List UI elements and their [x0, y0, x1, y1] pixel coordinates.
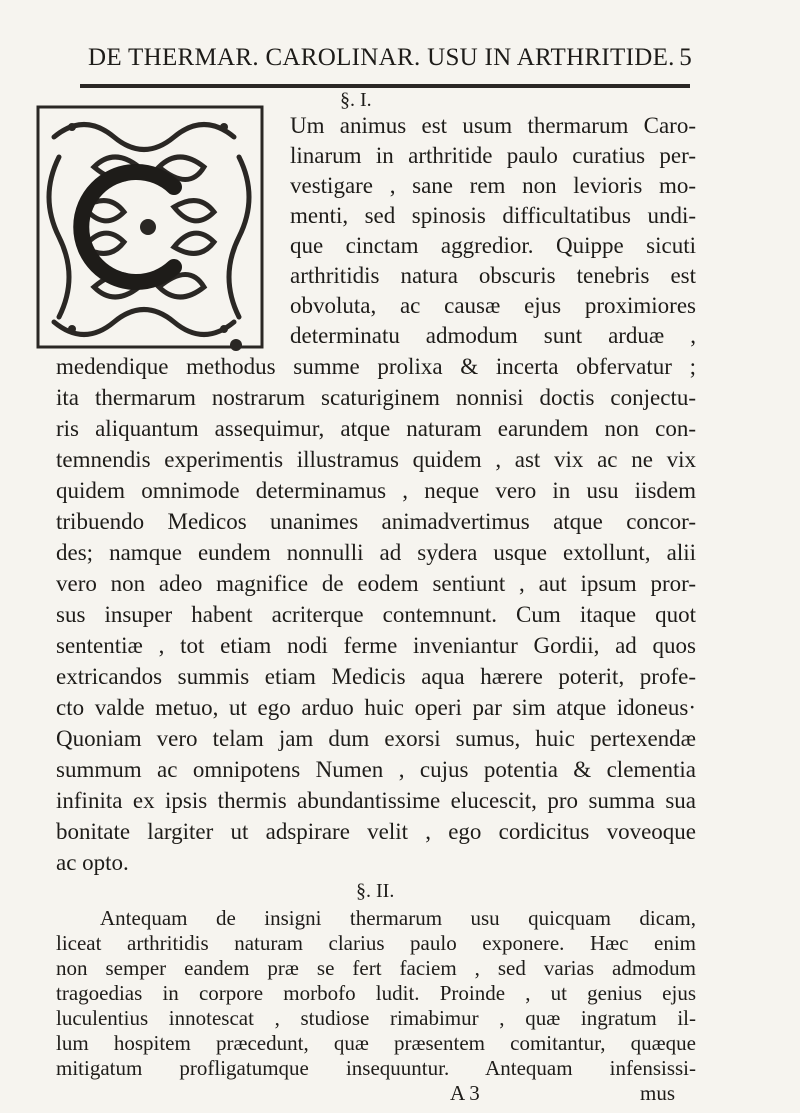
section-1-heading: §. I. — [340, 89, 372, 111]
text-line: Antequam de insigni thermarum usu quicquam dicam, — [100, 906, 696, 930]
running-title: DE THERMAR. CAROLINAR. USU IN ARTHRITIDE. — [88, 44, 675, 71]
text-line: liceat arthritidis naturam clarius paulo exponere. Hæc enim — [56, 931, 696, 955]
text-line: lum hospitem præcedunt, quæ præsentem comitantur, quæque — [56, 1031, 696, 1055]
text-line: medendique methodus summe prolixa & incerta obfervatur ; — [56, 354, 696, 379]
text-line: ac opto. — [56, 850, 129, 875]
text-line: vero non adeo magnifice de eodem sentiunt , aut ipsum pror- — [56, 571, 696, 596]
text-line: infinita ex ipsis thermis abundantissime elucescit, pro summa sua — [56, 788, 696, 813]
text-line: sus insuper habent acriterque contemnunt. Cum itaque quot — [56, 602, 696, 627]
signature-mark: A 3 — [450, 1081, 480, 1105]
text-line: vestigare , sane rem non levioris mo- — [290, 173, 696, 198]
text-line: extricandos summis etiam Medicis aqua hærere poterit, profe- — [56, 664, 696, 689]
text-line: cto valde metuo, ut ego arduo huic operi par sim atque idoneus· — [56, 695, 696, 720]
page-number: 5 — [679, 44, 692, 71]
text-line: temnendis experimentis illustramus quidem , ast vix ac ne vix — [56, 447, 696, 472]
text-line: des; namque eundem nonnulli ad sydera usque extollunt, alii — [56, 540, 696, 565]
text-line: mitigatum profligatumque insequuntur. Antequam infensissi- — [56, 1056, 696, 1080]
section-2-heading: §. II. — [356, 880, 395, 902]
text-line: linarum in arthritide paulo curatius per- — [290, 143, 696, 168]
text-line: Quoniam vero telam jam dum exorsi sumus, huic pertexendæ — [56, 726, 696, 751]
text-line: luculentius innotescat , studiose rimabimur , quæ ingratum il- — [56, 1006, 696, 1030]
text-line: ris aliquantum assequimur, atque naturam earundem non con- — [56, 416, 696, 441]
text-line: tribuendo Medicos unanimes animadvertimus atque concor- — [56, 509, 696, 534]
text-line: menti, sed spinosis difficultatibus undi- — [290, 203, 696, 228]
running-head — [88, 44, 692, 76]
text-line: summum ac omnipotens Numen , cujus potentia & clementia — [56, 757, 696, 782]
ornamental-initial-icon — [24, 97, 272, 365]
text-line: non semper eandem præ se fert faciem , sed varias admodum — [56, 956, 696, 980]
text-line: Um animus est usum thermarum Caro- — [290, 113, 696, 138]
text-line: quidem omnimode determinamus , neque vero in usu iisdem — [56, 478, 696, 503]
text-line: bonitate largiter ut adspirare velit , ego cordicitus voveoque — [56, 819, 696, 844]
text-line: tragoedias in corpore morbofo ludit. Proinde , ut genius ejus — [56, 981, 696, 1005]
text-line: que cinctam aggredior. Quippe sicuti — [290, 233, 696, 258]
text-line: sententiæ , tot etiam nodi ferme inveniantur Gordii, ad quos — [56, 633, 696, 658]
text-line: arthritidis natura obscuris tenebris est — [290, 263, 696, 288]
text-line: ita thermarum nostrarum scaturiginem nonnisi doctis conjectu- — [56, 385, 696, 410]
header-rule — [80, 84, 690, 88]
text-line: determinatu admodum sunt arduæ , — [290, 323, 696, 348]
text-line: obvoluta, ac causæ ejus proximiores — [290, 293, 696, 318]
catchword: mus — [640, 1081, 676, 1105]
